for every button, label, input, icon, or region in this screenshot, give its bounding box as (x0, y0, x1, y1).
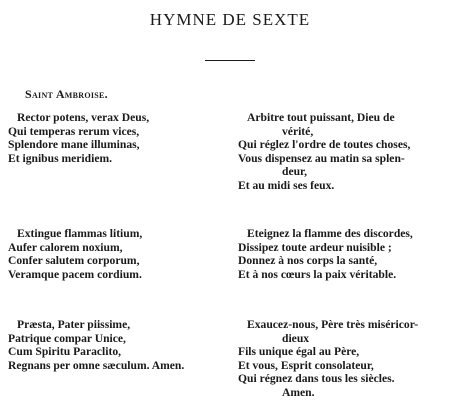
latin-stanza-3 (8, 318, 184, 372)
verse-line: Amen. (282, 385, 315, 399)
verse-line: Confer salutem corporum, (8, 254, 140, 268)
verse-line: Splendore mane illuminas, (8, 138, 140, 152)
verse-line: Aufer calorem noxium, (8, 240, 123, 254)
verse-line: Arbitre tout puissant, Dieu de (247, 111, 395, 124)
verse-line: Patrique compar Unice, (8, 331, 126, 345)
verse-line: dieux (282, 331, 310, 345)
verse-line: Et ignibus meridiem. (8, 151, 113, 165)
page-title: HYMNE DE SEXTE (149, 10, 311, 29)
verse-line: Rector potens, verax Deus, (17, 111, 150, 124)
verse-line: Et vous, Esprit consolateur, (238, 358, 374, 372)
verse-line: Fils unique égal au Père, (238, 345, 360, 359)
verse-line: deur, (282, 165, 308, 179)
french-stanza-1 (238, 111, 410, 193)
author-attribution: Saint Ambroise. (25, 87, 108, 101)
latin-stanza-1 (8, 111, 149, 165)
verse-line: Dissipez toute ardeur nuisible ; (238, 240, 392, 254)
title-divider (205, 60, 255, 61)
verse-line: Cum Spiritu Paraclito, (8, 345, 122, 359)
latin-stanza-2 (8, 227, 142, 281)
french-stanza-3 (238, 318, 418, 400)
verse-line: Regnans per omne sæculum. Amen. (8, 358, 185, 372)
french-stanza-2 (238, 227, 413, 281)
verse-line: Præsta, Pater piissime, (17, 318, 131, 331)
verse-line: Et à nos cœurs la paix véritable. (238, 267, 397, 281)
verse-line: Qui régnez dans tous les siècles. (238, 372, 395, 386)
verse-line: Exaucez-nous, Père très miséricor- (247, 318, 419, 331)
verse-line: vérité, (282, 124, 314, 138)
verse-line: Et au midi ses feux. (238, 178, 335, 192)
verse-line: Eteignez la flamme des discordes, (247, 227, 413, 240)
verse-line: Extingue flammas litium, (17, 227, 143, 240)
verse-line: Qui réglez l'ordre de toutes choses, (238, 138, 411, 152)
verse-line: Donnez à nos corps la santé, (238, 254, 378, 268)
verse-line: Qui temperas rerum vices, (8, 124, 140, 138)
verse-line: Veramque pacem cordium. (8, 267, 142, 281)
verse-line: Vous dispensez au matin sa splen- (238, 151, 405, 165)
